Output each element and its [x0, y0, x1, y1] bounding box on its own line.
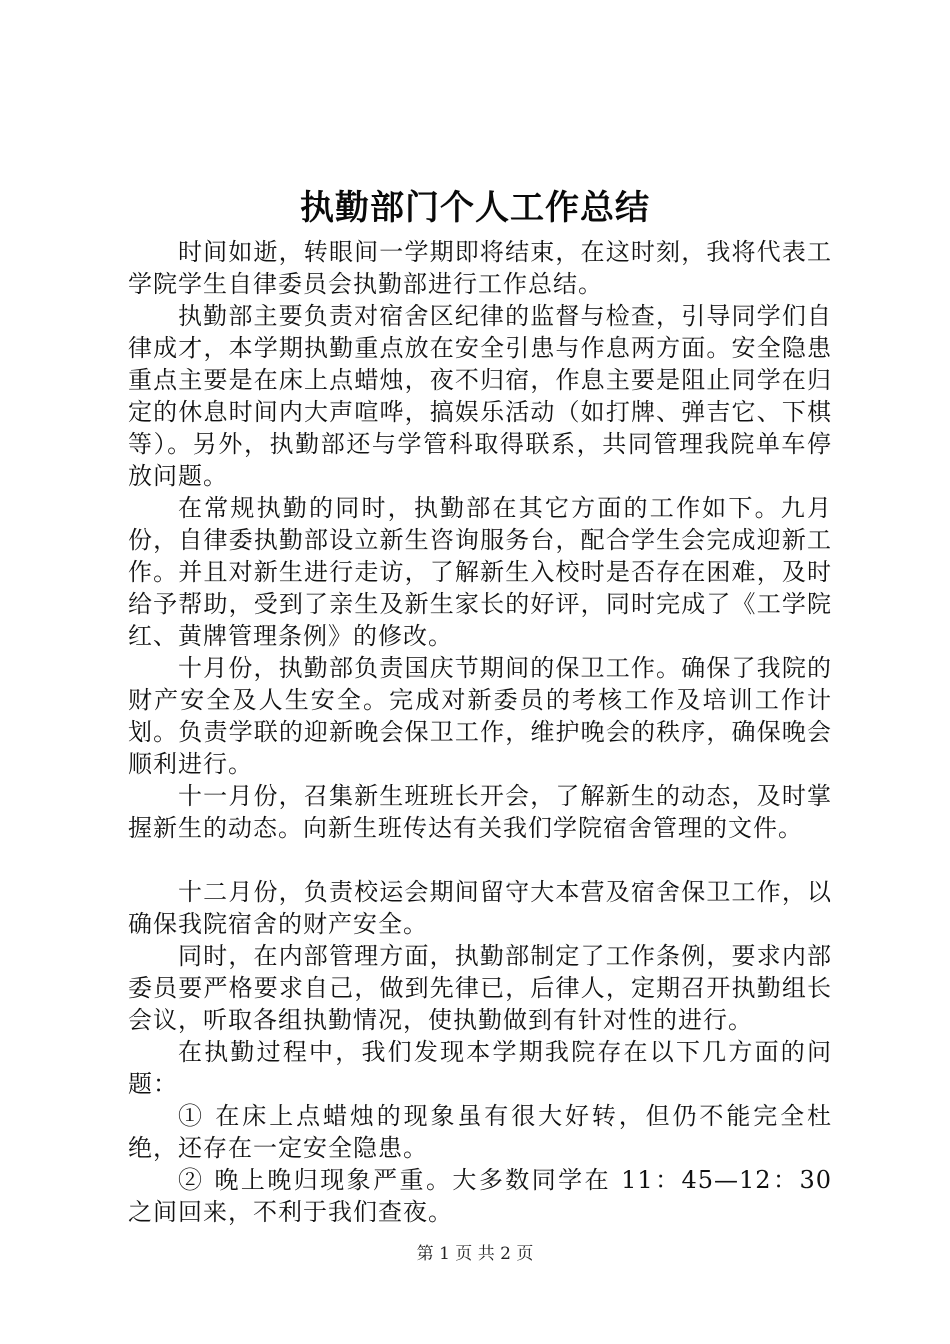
- document-title: 执勤部门个人工作总结: [300, 188, 650, 228]
- paragraph-october: 十月份，执勤部负责国庆节期间的保卫工作。确保了我院的财产安全及人生安全。完成对新委员的考核工作及培训工作计划。负责学联的迎新晚会保卫工作，维护晚会的秩序，确保晚会顺利进行。: [128, 654, 832, 778]
- problem-item-2: ② 晚上晚归现象严重。大多数同学在 11：45—12：30 之间回来，不利于我们查夜。: [128, 1166, 832, 1226]
- paragraph-internal-management: 同时，在内部管理方面，执勤部制定了工作条例，要求内部委员要严格要求自己，做到先律已，后律人，定期召开执勤组长会议，听取各组执勤情况，使执勤做到有针对性的进行。: [128, 942, 832, 1034]
- paragraph-responsibilities: 执勤部主要负责对宿舍区纪律的监督与检查，引导同学们自律成才，本学期执勤重点放在安全引患与作息两方面。安全隐患重点主要是在床上点蜡烛，夜不归宿，作息主要是阻止同学在归定的休息时间内大声喧哗，搞娱乐活动（如打牌、弹吉它、下棋等）。另外，执勤部还与学管科取得联系，共同管理我院单车停放问题。: [128, 302, 832, 490]
- page-number-footer: 第 1 页 共 2 页: [416, 1244, 534, 1264]
- problem-item-1: ① 在床上点蜡烛的现象虽有很大好转，但仍不能完全杜绝，还存在一定安全隐患。: [128, 1102, 832, 1162]
- paragraph-november: 十一月份，召集新生班班长开会，了解新生的动态，及时掌握新生的动态。向新生班传达有关我们学院宿舍管理的文件。: [128, 782, 832, 842]
- paragraph-december: 十二月份，负责校运会期间留守大本营及宿舍保卫工作，以确保我院宿舍的财产安全。: [128, 878, 832, 938]
- paragraph-september: 在常规执勤的同时，执勤部在其它方面的工作如下。九月份，自律委执勤部设立新生咨询服务台，配合学生会完成迎新工作。并且对新生进行走访，了解新生入校时是否存在困难，及时给予帮助，受到了亲生及新生家长的好评，同时完成了《工学院红、黄牌管理条例》的修改。: [128, 494, 832, 650]
- paragraph-problems-intro: 在执勤过程中，我们发现本学期我院存在以下几方面的问题：: [128, 1038, 832, 1098]
- document-body: [128, 236, 832, 1228]
- paragraph-intro: 时间如逝，转眼间一学期即将结束，在这时刻，我将代表工学院学生自律委员会执勤部进行工作总结。: [128, 238, 832, 298]
